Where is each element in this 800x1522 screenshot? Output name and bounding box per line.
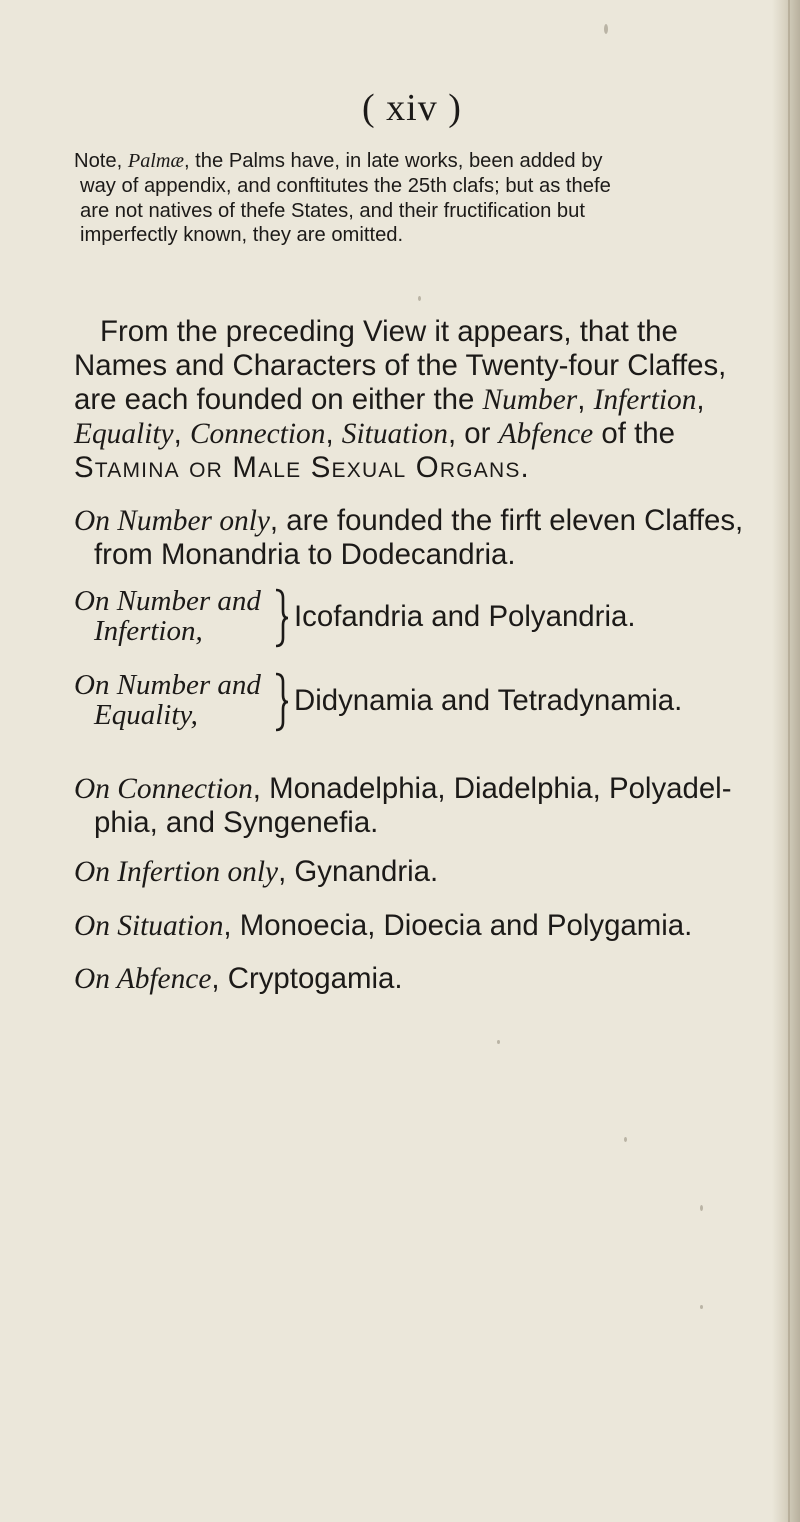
paper-speck <box>418 296 421 301</box>
page-number: ( xiv ) <box>362 87 462 129</box>
infertion-only-line <box>74 855 774 889</box>
connection-rest: , Monadelphia, Diadelphia, Polyadel- <box>252 772 732 805</box>
summary-line-4 <box>74 417 774 451</box>
term-situation: Situation <box>341 418 448 450</box>
connection-line-2: phia, and Syngenefia. <box>94 806 379 839</box>
abfence-line <box>74 962 774 996</box>
note-line-2: way of appendix, and conftitutes the 25th clafs; but as thefe <box>80 174 611 197</box>
summary-paragraph <box>74 315 774 485</box>
note-prefix: Note, <box>74 150 128 172</box>
situation-paragraph <box>74 909 774 943</box>
number-only-line-1 <box>74 504 774 538</box>
term-number: Number <box>482 384 578 416</box>
infertion-only-label: On Infertion only <box>74 856 279 888</box>
page-edge-line <box>788 0 790 1522</box>
summary-line-2: Names and Characters of the Twenty-four Claffes, <box>74 349 727 382</box>
summary-l3-pre: are each founded on either the <box>74 383 483 416</box>
sep: , <box>325 417 342 450</box>
number-only-label: On Number only <box>74 505 270 537</box>
number-equality-label-2: Equality, <box>94 699 198 731</box>
note-line-3: are not natives of thefe States, and their fructification but <box>80 199 585 222</box>
summary-line-5: Stamina or Male Sexual Organs. <box>74 451 530 484</box>
note-line-4: imperfectly known, they are omitted. <box>80 224 404 247</box>
sep: , <box>577 383 594 416</box>
number-infertion-label-1: On Number and <box>74 585 261 617</box>
abfence-paragraph <box>74 962 774 996</box>
note-line-1-rest: , the Palms have, in late works, been added by <box>183 150 603 172</box>
summary-line-1: From the preceding View it appears, that the <box>100 315 678 348</box>
note-paragraph <box>74 149 764 248</box>
number-only-line-2: from Monandria to Dodecandria. <box>94 538 516 571</box>
term-infertion: Infertion <box>593 384 697 416</box>
number-equality-group <box>74 670 774 750</box>
situation-line <box>74 909 774 943</box>
sep: , <box>696 383 705 416</box>
right-brace-icon <box>274 672 290 732</box>
abfence-rest: , Cryptogamia. <box>211 962 403 995</box>
term-connection: Connection <box>189 418 326 450</box>
page-edge-shadow <box>772 0 800 1522</box>
number-equality-label-1: On Number and <box>74 669 261 701</box>
summary-line-3 <box>74 383 774 417</box>
infertion-only-paragraph <box>74 855 774 889</box>
paper-speck <box>700 1205 703 1211</box>
number-only-paragraph <box>74 504 774 572</box>
situation-label: On Situation <box>74 910 224 942</box>
number-only-rest: , are founded the firft eleven Claffes, <box>269 504 744 537</box>
paper-speck <box>700 1305 703 1309</box>
right-brace-icon <box>274 588 290 648</box>
term-equality: Equality <box>74 418 174 450</box>
note-line-1 <box>74 149 764 174</box>
situation-rest: , Monoecia, Dioecia and Polygamia. <box>223 909 693 942</box>
connection-line-1 <box>74 772 774 806</box>
paper-speck <box>604 24 608 34</box>
summary-l4-post: of the <box>593 417 675 450</box>
paper-speck <box>624 1137 627 1142</box>
number-infertion-group <box>74 586 774 666</box>
number-equality-classes: Didynamia and Tetradynamia. <box>294 684 683 717</box>
number-infertion-classes: Icofandria and Polyandria. <box>294 600 636 633</box>
abfence-label: On Abfence <box>74 963 212 995</box>
term-abfence: Abfence <box>498 418 594 450</box>
note-palmae: Palmæ <box>127 150 184 172</box>
sep: , <box>173 417 190 450</box>
infertion-only-rest: , Gynandria. <box>278 855 439 888</box>
number-infertion-label-2: Infertion, <box>94 615 203 647</box>
connection-paragraph <box>74 772 774 840</box>
connection-label: On Connection <box>74 773 253 805</box>
paper-speck <box>497 1040 500 1044</box>
sep: , or <box>447 417 499 450</box>
